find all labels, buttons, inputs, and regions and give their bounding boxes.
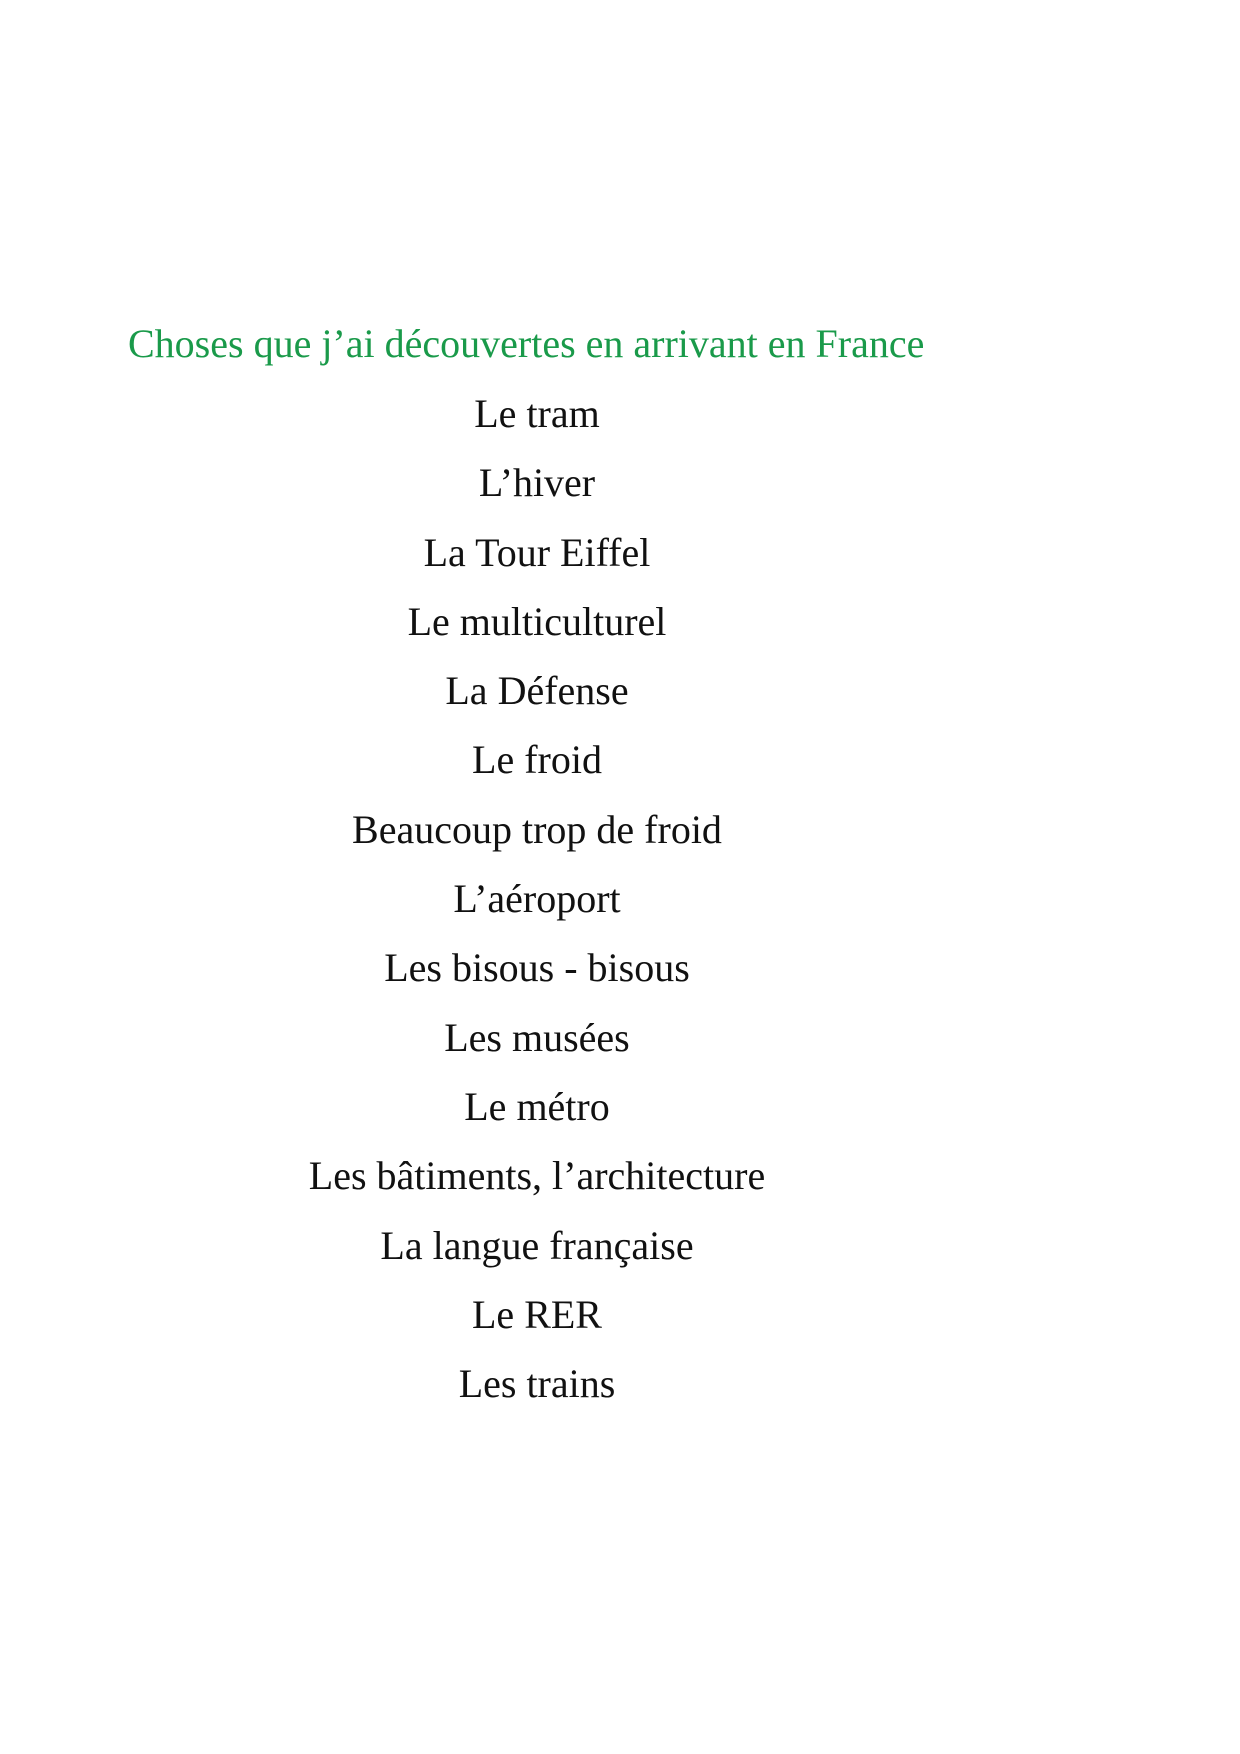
list-item: Les bâtiments, l’architecture: [308, 1153, 766, 1199]
list-item: L’aéroport: [453, 876, 621, 922]
list-item: La Défense: [445, 668, 629, 714]
list-item: La Tour Eiffel: [423, 529, 651, 575]
document-title: Choses que j’ai découvertes en arrivant en France: [128, 321, 925, 366]
list-item: Le multiculturel: [407, 598, 667, 644]
list-item: Le RER: [472, 1291, 602, 1337]
list-item: Les bisous - bisous: [384, 945, 690, 991]
list-item: Beaucoup trop de froid: [352, 806, 722, 852]
list-item: La langue française: [380, 1222, 694, 1268]
list-item: Le métro: [464, 1083, 610, 1129]
list-item: Le tram: [474, 391, 600, 436]
list-item: L’hiver: [478, 460, 596, 506]
list-item: Le froid: [472, 737, 602, 783]
list-item: Les trains: [458, 1361, 616, 1407]
list-item: Les musées: [444, 1014, 630, 1060]
discoveries-list: [0, 386, 1074, 1425]
